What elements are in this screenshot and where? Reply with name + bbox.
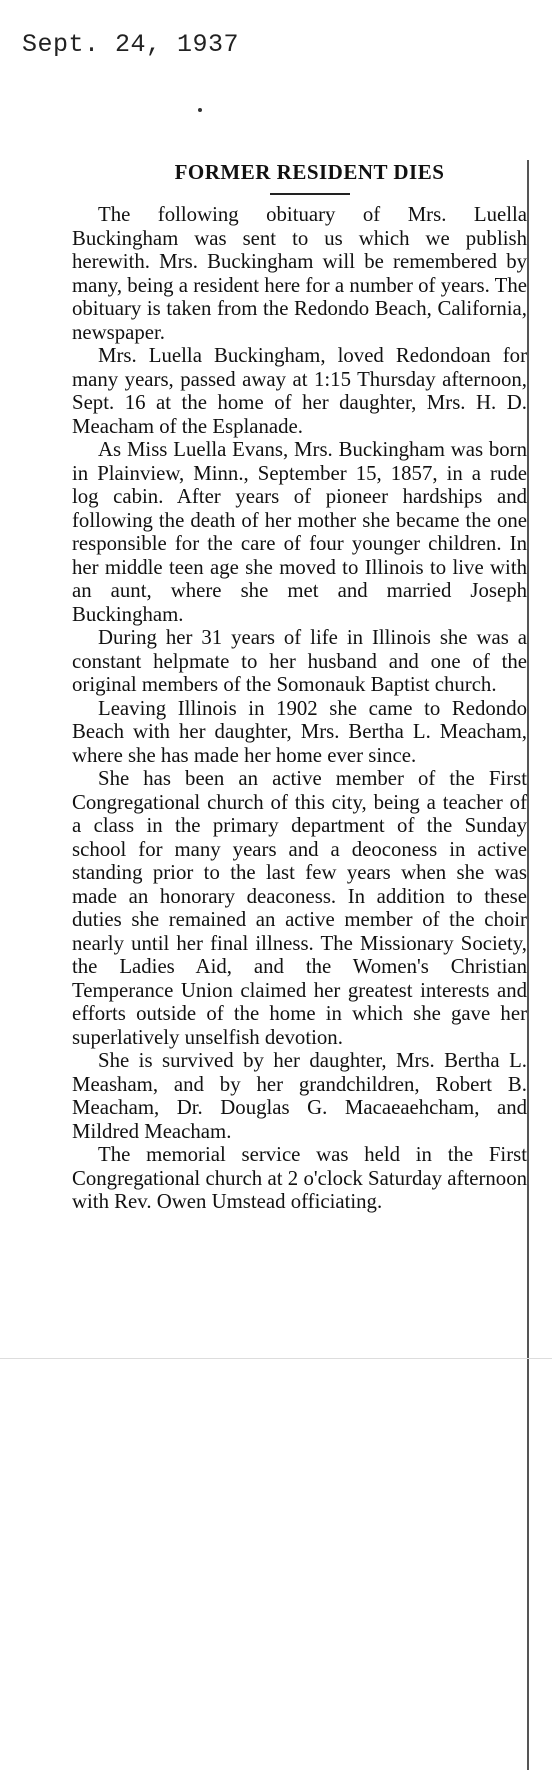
- paragraph: During her 31 years of life in Illinois she was a constant helpmate to her husband and one of the original members of the Somonauk Baptist church.: [72, 626, 527, 696]
- ink-speck: [198, 108, 202, 112]
- article-body: [72, 203, 527, 1214]
- paragraph: She is survived by her daughter, Mrs. Bertha L. Measham, and by her grandchildren, Robert B. Meacham, Dr. Douglas G. Macaeaehcham, and Mildred Meacham.: [72, 1049, 527, 1143]
- paragraph: She has been an active member of the First Congregational church of this city, being a teacher of a class in the primary department of the Sunday school for many years and a deoconess in active standing prior to the last few years when she was made an honorary deaconess. In addition to these duties she remained an active member of the choir nearly until her final illness. The Missionary Society, the Ladies Aid, and the Women's Christian Temperance Union claimed her greatest interests and efforts outside of the home in which she gave her superlatively unselfish devotion.: [72, 767, 527, 1049]
- paragraph: As Miss Luella Evans, Mrs. Buckingham was born in Plainview, Minn., September 15, 1857, in a rude log cabin. After years of pioneer hardships and following the death of her mother she became the one responsible for the care of four younger children. In her middle teen age she moved to Illinois to live with an aunt, where she met and married Joseph Buckingham.: [72, 438, 527, 626]
- date-stamp: Sept. 24, 1937: [22, 30, 240, 59]
- paragraph: The following obituary of Mrs. Luella Buckingham was sent to us which we publish herewith. Mrs. Buckingham will be remembered by many, being a resident here for a number of years. The obituary is taken from the Redondo Beach, California, newspaper.: [72, 203, 527, 344]
- newspaper-clipping: [72, 160, 527, 1760]
- headline-rule: [270, 193, 350, 195]
- headline: FORMER RESIDENT DIES: [174, 160, 445, 184]
- paragraph: Leaving Illinois in 1902 she came to Redondo Beach with her daughter, Mrs. Bertha L. Meacham, where she has made her home ever since.: [72, 696, 527, 767]
- paragraph: Mrs. Luella Buckingham, loved Redondoan for many years, passed away at 1:15 Thursday afternoon, Sept. 16 at the home of her daughter, Mrs. H. D. Meacham of the Esplanade.: [72, 344, 527, 438]
- column-rule: [527, 160, 529, 1770]
- paragraph: The memorial service was held in the First Congregational church at 2 o'clock Saturday afternoon with Rev. Owen Umstead officiating.: [72, 1143, 527, 1213]
